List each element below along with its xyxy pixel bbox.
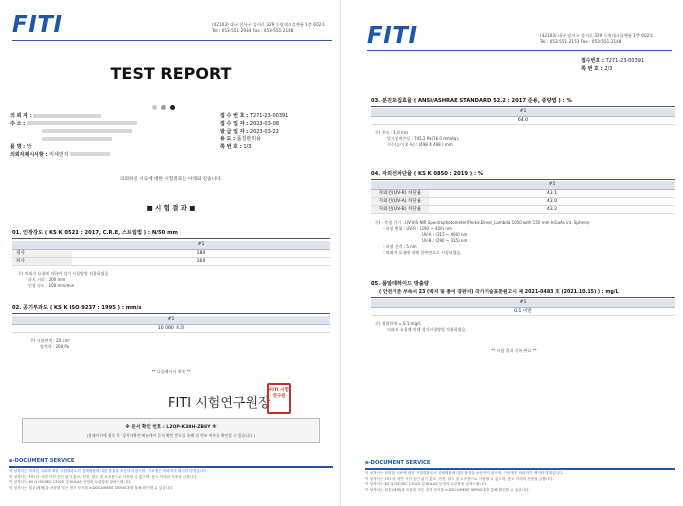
- official-seal: FITI 시험연구원: [267, 383, 291, 414]
- dot-2: [161, 105, 166, 110]
- product-name: 망: [26, 144, 32, 151]
- document-verification-box: [22, 418, 320, 443]
- section-3-notes: 주) 풍속 : 1.0 m/s 당기압력손실 : 745.2 Pa(76.0 mmAq), 지수(높이 X 폭) : (498 X 498 ) mm: [375, 130, 460, 147]
- table-col-header: #1: [12, 316, 330, 324]
- table-col-header: #1: [371, 299, 675, 307]
- footer-title: e-DOCUMENT SERVICE: [365, 460, 431, 466]
- issue-date: 2023-03-22: [249, 128, 279, 135]
- dot-1: [152, 105, 157, 110]
- intro-text: 의뢰하신 시료에 대한 시험결과는 아래와 같습니다.: [120, 177, 222, 182]
- document-id: ※ 문서 확인 번호 : L2QP-K38H-ZB8Y ※: [125, 425, 217, 430]
- institute-signature: FITI 시험연구원장: [168, 396, 271, 411]
- section-4-notes: 주) - 측정 기기 : UV-VIS-NIR Spectrophotometer(PerkinElmer_Lambda 1050 with 150 mm InGaAs int. Sphere) - 파장 범위 : UV-R : (290 ~ 400) nm UV-A : (315 ~ 400) nm UV-B : (290 ~ 315) nm - 파장 간격 : 5 nm - 의뢰자 요청에 의해 한쪽면으로 시험하였음.: [375, 220, 590, 255]
- redacted-address: [27, 121, 137, 125]
- section-1-notes: 주) 의뢰자 요청에 의하여 성기 시험방법 적용하였음 파지 거리 : 200 mm 인장 속도 : 100 mm/min: [18, 271, 109, 288]
- redacted-note: [70, 152, 110, 156]
- page-number: 1/3: [243, 144, 252, 151]
- client-info: 의 뢰 자 : 주 소 : 품 명 : 망 의뢰자제시사항 : 미세먼지: [10, 113, 137, 160]
- section-3-table: [371, 108, 675, 125]
- document-id-note: (홈페이지에 접속 후 '성적서확인'메뉴에서 문서 확인 번호를 통해 위 변조 여부를 확인할 수 있습니다.): [86, 433, 256, 438]
- footer-text: 이 성적서는 의뢰된 시료에 대한 시험결과로서 전체제품에 대한 품질을 보증하지 않으며, 시료명은 의뢰자가 제시한 명칭입니다. 이 성적서는 FITI 의 서면 사전 승인 없이 홍보, 선전, 광고 및 소송용으로 사용할 수 없으며, 용도 이외의 사용을 금합니다. 이 성적서는 KS Q ISO/IEC 17025 및 KOLAS 인정과 무관함을 알려드립니다. 이 성적서는 원본(매체)을 포함한 모든 전자 문서를 e-DOCUMENT SERVICE를 통해 확인할 수 있습니다.: [365, 471, 564, 492]
- table-row: 자외선(UV-A) 차단율 43.0: [371, 197, 675, 205]
- redacted-address-3: [42, 137, 112, 141]
- table-col-header: #1: [371, 108, 675, 116]
- fiti-logo: FITI: [12, 12, 63, 38]
- section-4-rule: [371, 179, 675, 180]
- purpose: 품질관리용: [236, 136, 261, 143]
- section-5-subtitle: ( 안전기준 부속서 23 (벽지 및 종이 장판지) 국가기술표준원고시 제 2021-0483 호 (2021.10.15) ) : mg/L: [379, 290, 619, 295]
- report-page-2: [345, 0, 683, 506]
- section-2-table: [12, 316, 330, 333]
- receipt-number: T271-23-00391: [605, 58, 645, 64]
- table-row: 경사 180: [12, 249, 330, 257]
- table-col-header: #1: [72, 241, 330, 249]
- section-1-title: 01. 인장강도 ( KS K 0521 : 2017, C.R.E, 스트립법 ) : N/50 mm: [12, 230, 178, 236]
- receipt-info: 접수번호 : T271-23-00391 쪽 번 호 : 2/3: [581, 58, 645, 72]
- section-5-rule: [371, 297, 675, 298]
- redacted-address-2: [42, 129, 132, 133]
- client-note: 미세먼지: [49, 151, 69, 158]
- footer-rule: [9, 466, 333, 468]
- section-2-title: 02. 공기투과도 ( KS K ISO 9237 : 1995 ) : mm/s: [12, 305, 142, 311]
- page-divider: [340, 0, 341, 506]
- end-note: ** 시험 결과 기록 완료 **: [491, 348, 537, 353]
- section-5-title: 05. 폼알데하이드 방출량: [371, 281, 429, 287]
- table-row: 자외선(UV-R) 차단율 43.1: [371, 189, 675, 197]
- page-indicator-dots: [152, 95, 179, 114]
- table-row: 10 000 초과: [12, 324, 330, 332]
- section-2-rule: [12, 313, 330, 314]
- table-col-header: #1: [429, 181, 675, 189]
- section-1-table: [12, 241, 330, 266]
- table-row: 위사 160: [12, 257, 330, 265]
- table-row: 0.1 미만: [371, 307, 675, 315]
- fiti-logo: FITI: [367, 23, 418, 49]
- report-page-1: [2, 0, 340, 506]
- header-address: (42103) 대구 달서구 성서로 329 동원테크플랫폼 1층 602호 Tel : 053-551-2934 Fax : 053-551-2148: [212, 22, 326, 33]
- redacted-client: [33, 114, 101, 118]
- section-5-table: [371, 299, 675, 316]
- continue-note: ** 다음페이지 계속 **: [151, 369, 191, 374]
- header-rule: [12, 40, 332, 41]
- footer-title: e-DOCUMENT SERVICE: [9, 458, 75, 464]
- section-1-rule: [12, 238, 330, 239]
- section-2-notes: 주) 시험면적 : 20 cm² 압력차 : 200 Pa: [30, 338, 71, 349]
- report-title: TEST REPORT: [110, 64, 232, 83]
- section-3-rule: [371, 106, 675, 107]
- header-rule: [367, 50, 672, 51]
- page-number: 2/3: [604, 65, 613, 72]
- table-row: 자외선(UV-B) 차단율 43.2: [371, 205, 675, 213]
- footer-text: 이 성적서는 의뢰된 시료에 대한 시험결과로서 전체제품에 대한 품질을 보증하지 않으며, 시료명은 의뢰자가 제시한 명칭입니다. 이 성적서는 FITI 의 서면 사전 승인 없이 홍보, 선전, 광고 및 소송용으로 사용할 수 없으며, 용도 이외의 사용을 금합니다. 이 성적서는 KS Q ISO/IEC 17025 및 KOLAS 인정과 무관함을 알려드립니다. 이 성적서는 원본(매체)을 포함한 모든 전자 문서를 e-DOCUMENT SERVICE를 통해 확인할 수 있습니다.: [9, 469, 208, 490]
- receipt-date: 2023-03-08: [249, 120, 279, 127]
- dot-3: [170, 105, 175, 110]
- section-4-title: 04. 자외선차단율 ( KS K 0850 : 2019 ) : %: [371, 171, 484, 177]
- section-3-title: 03. 분진포집효율 ( ANSI/ASHRAE STANDARD 52.2 : 2017 준용, 중량법 ) : %: [371, 98, 572, 104]
- section-4-table: [371, 181, 675, 214]
- receipt-info: 접 수 번 호 : T271-23-00391 접 수 일 자 : 2023-03-08 발 급 일 자 : 2023-03-22 용 도 : 품질관리용 쪽 번 호 : 1/3: [220, 113, 289, 151]
- result-heading: ■ 시 험 결 과 ■: [146, 204, 196, 212]
- table-row: 64.0: [371, 116, 675, 124]
- footer-rule: [365, 468, 675, 470]
- header-address: (42103) 대구 달서구 성서로 329 동원테크플랫폼 1층 602호 Tel : 053-551-2153 Fax : 053-551-2148: [540, 33, 654, 44]
- section-5-notes: 주) 정량한계 = 0.1 mg/L 의뢰자 요청에 의해 성기시험방법 적용하였음.: [375, 321, 467, 332]
- receipt-number: T271-23-00391: [249, 113, 289, 119]
